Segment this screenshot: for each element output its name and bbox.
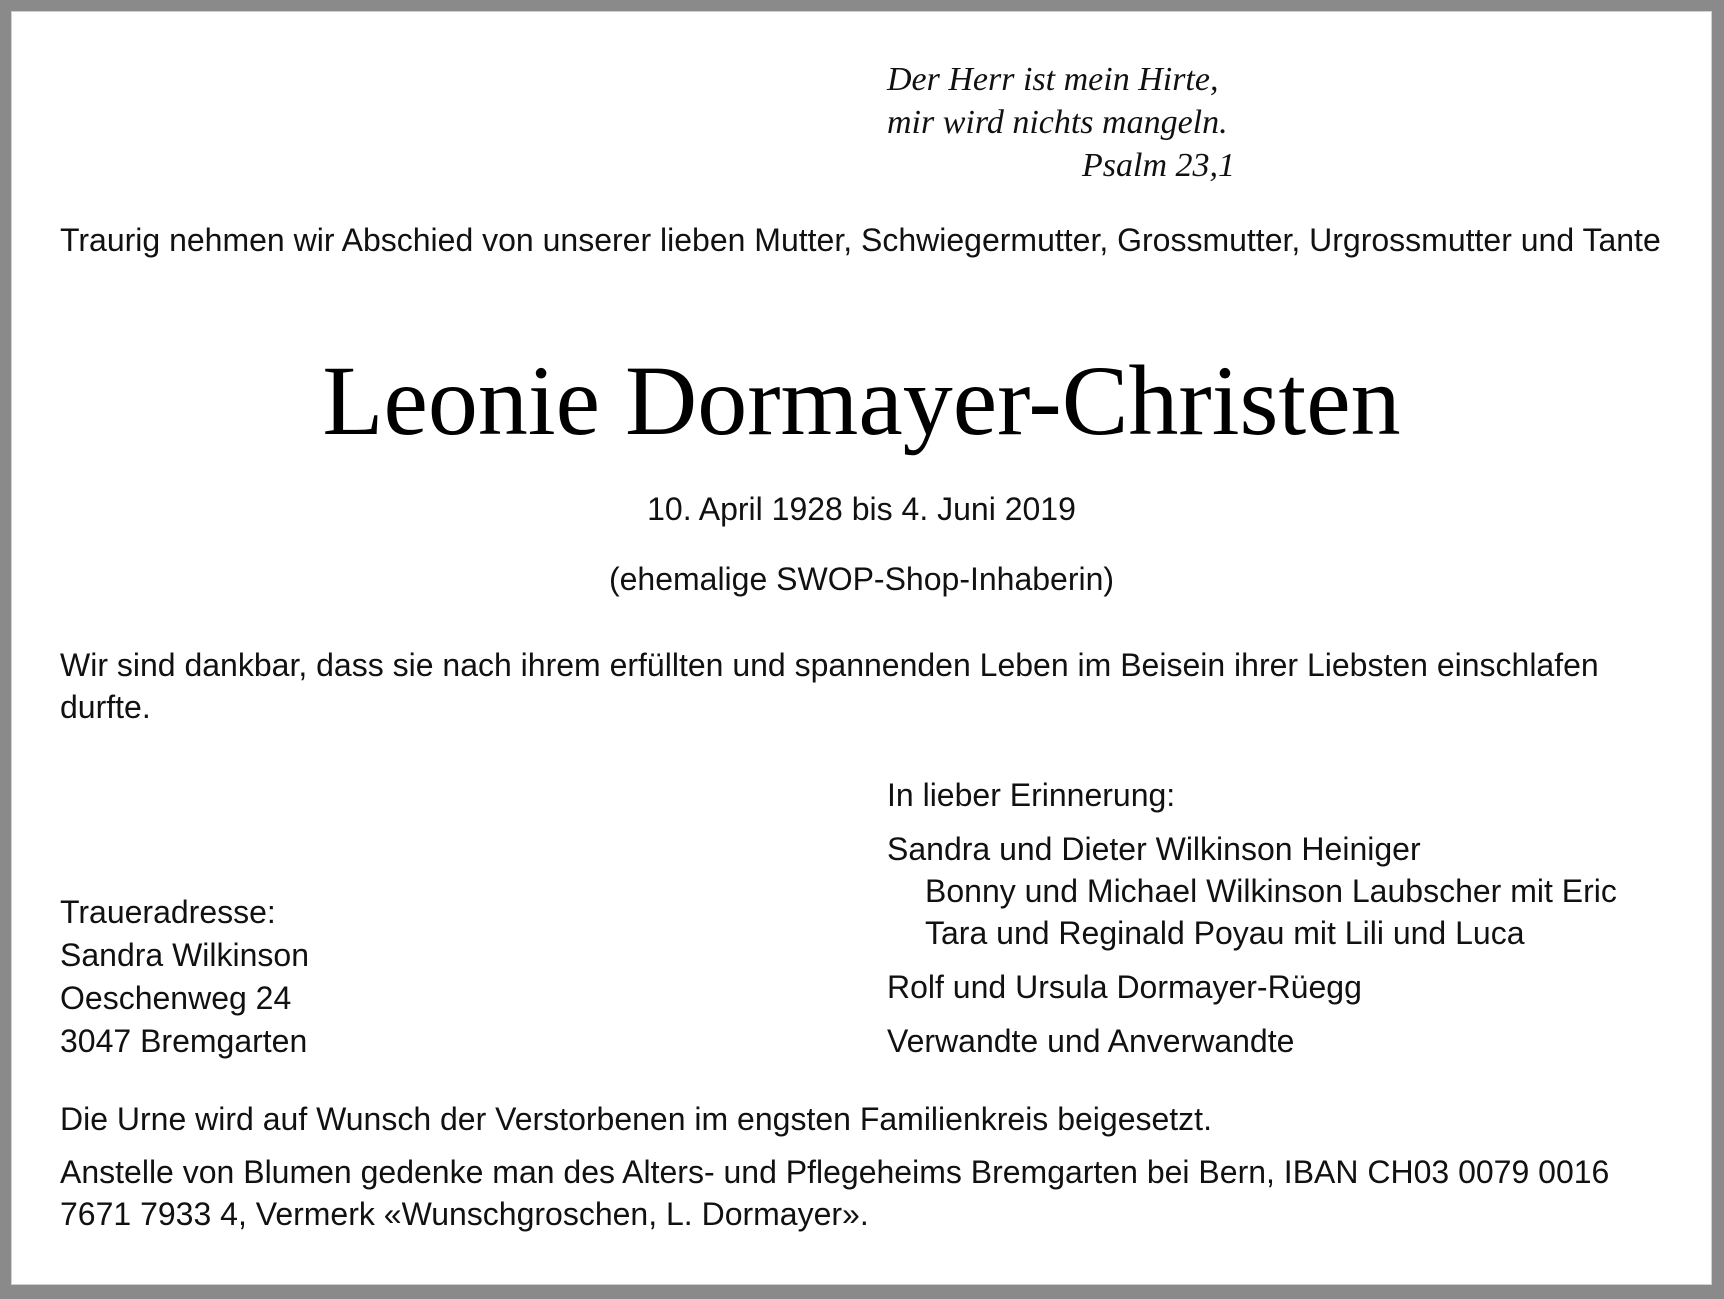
mourner-family-1-child-2: Tara und Reginald Poyau mit Lili und Luca [925, 915, 1525, 951]
occupation-note: (ehemalige SWOP-Shop-Inhaberin) [608, 561, 1115, 597]
mourner-family-2: Rolf und Ursula Dormayer-Rüegg [887, 969, 1362, 1005]
psalm-motto [887, 58, 1247, 187]
intro-text: Traurig nehmen wir Abschied von unserer lieben Mutter, Schwiegermutter, Grossmutter, Urgrossmutter und Tante [60, 222, 1661, 258]
obituary-notice [11, 11, 1712, 1285]
life-dates: 10. April 1928 bis 4. Juni 2019 [647, 491, 1076, 527]
address-street: Oeschenweg 24 [60, 980, 292, 1016]
donation-note: Anstelle von Blumen gedenke man des Alters- und Pflegeheims Bremgarten bei Bern, IBAN CH03 0079 0016 7671 7933 4, Vermerk «Wunschgroschen, L. Dormayer». [60, 1154, 1610, 1232]
gratitude-text: Wir sind dankbar, dass sie nach ihrem erfüllten und spannenden Leben im Beisein ihrer Liebsten einschlafen durfte. [60, 647, 1599, 725]
urn-note: Die Urne wird auf Wunsch der Verstorbenen im engsten Familienkreis beigesetzt. [60, 1101, 1212, 1137]
address-city: 3047 Bremgarten [60, 1023, 308, 1059]
motto-reference: Psalm 23,1 [1082, 147, 1235, 184]
mourners-heading: In lieber Erinnerung: [887, 777, 1176, 813]
mourning-address [60, 891, 660, 1063]
mourner-relatives: Verwandte und Anverwandte [887, 1023, 1295, 1059]
mourner-family-1-child-1: Bonny und Michael Wilkinson Laubscher mit Eric [925, 873, 1617, 909]
address-heading: Traueradresse: [60, 894, 276, 930]
motto-line-2: mir wird nichts mangeln. [887, 104, 1228, 141]
mourner-family-1: Sandra und Dieter Wilkinson Heiniger [887, 831, 1421, 867]
mourners-list [887, 774, 1687, 1062]
address-name: Sandra Wilkinson [60, 937, 309, 973]
motto-line-1: Der Herr ist mein Hirte, [887, 61, 1219, 98]
deceased-name: Leonie Dormayer-Christen [322, 345, 1401, 456]
